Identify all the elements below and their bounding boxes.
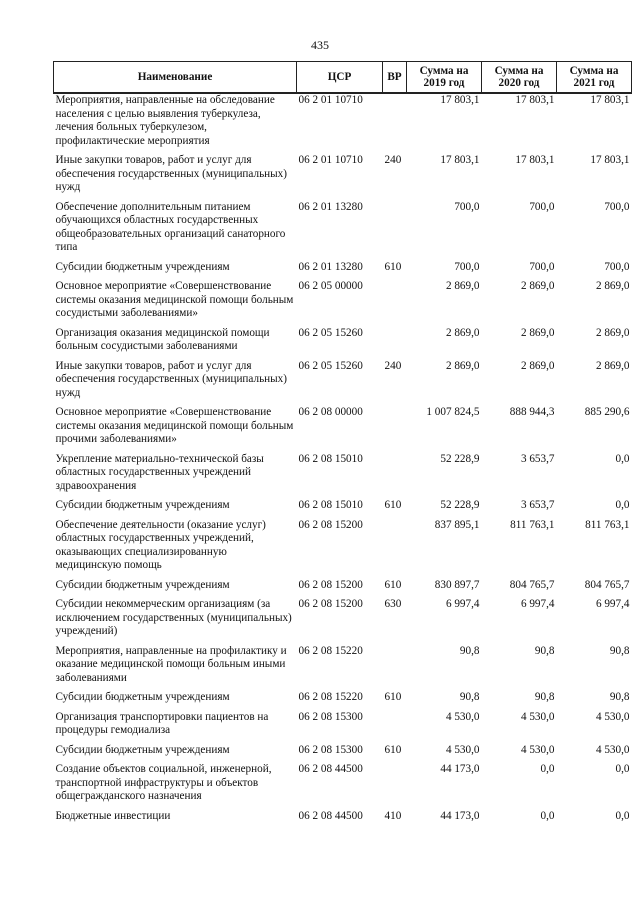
- row-sum-2019: 700,0: [454, 260, 480, 273]
- row-csr: 06 2 05 15260: [298, 359, 363, 372]
- row-vr: [383, 327, 407, 360]
- row-name: Субсидии бюджетным учреждениям: [55, 499, 230, 511]
- table-body: [54, 93, 632, 829]
- row-csr: 06 2 08 15220: [298, 644, 363, 657]
- page-number: 435: [311, 38, 329, 52]
- row-name: Иные закупки товаров, работ и услуг для обеспечения государственных (муниципальных) нужд: [55, 359, 287, 399]
- row-vr: [383, 645, 407, 692]
- table-row: [54, 579, 632, 599]
- row-name: Субсидии бюджетным учреждениям: [55, 691, 230, 703]
- row-sum-2021: 2 869,0: [595, 359, 630, 372]
- row-sum-2020: 700,0: [529, 260, 555, 273]
- row-name: Мероприятия, направленные на обследование населения с целью выявления туберкулеза, лечения больных туберкулезом, профилактические мероприятия: [55, 94, 275, 147]
- row-sum-2020: 0,0: [540, 809, 555, 822]
- table-row: [54, 453, 632, 500]
- header-sum-2020: Сумма на 2020 год: [482, 62, 557, 94]
- row-name: Основное мероприятие «Совершенствование системы оказания медицинской помощи больным сосудистыми заболеваниями»: [55, 280, 294, 319]
- table-row: [54, 499, 632, 519]
- table-row: [54, 744, 632, 764]
- row-csr: 06 2 08 15010: [298, 499, 363, 511]
- table-row: [54, 327, 632, 360]
- row-name: Укрепление материально-технической базы областных государственных учреждений здравоохранения: [55, 452, 264, 492]
- row-name: Субсидии бюджетным учреждениям: [55, 260, 230, 273]
- row-vr: 630: [384, 598, 402, 610]
- row-csr: 06 2 08 44500: [298, 809, 363, 822]
- row-sum-2020: 2 869,0: [520, 280, 555, 292]
- row-name: Мероприятия, направленные на профилактику и оказание медицинской помощи больным иными заболеваниями: [55, 644, 287, 684]
- row-vr: [383, 406, 407, 453]
- row-sum-2021: 17 803,1: [590, 154, 630, 166]
- row-vr: [383, 201, 407, 261]
- table-row: [54, 93, 632, 154]
- header-csr: ЦСР: [297, 62, 383, 94]
- row-csr: 06 2 05 00000: [298, 280, 363, 292]
- row-sum-2019: 17 803,1: [440, 154, 480, 166]
- row-sum-2021: 811 763,1: [585, 518, 630, 531]
- table-row: [54, 645, 632, 692]
- table-row: [54, 201, 632, 261]
- table-row: [54, 691, 632, 711]
- row-name: Организация транспортировки пациентов на процедуры гемодиализа: [55, 710, 269, 736]
- row-sum-2020: 804 765,7: [509, 578, 555, 591]
- row-csr: 06 2 08 15300: [298, 710, 363, 723]
- row-sum-2019: 90,8: [459, 691, 480, 703]
- table-row: [54, 261, 632, 281]
- row-sum-2019: 4 530,0: [445, 710, 480, 723]
- row-vr: 610: [384, 578, 402, 591]
- row-name: Обеспечение деятельности (оказание услуг) областных государственных учреждений, оказывающих специализированную медицинскую помощь: [55, 518, 266, 571]
- row-sum-2021: 0,0: [615, 499, 630, 511]
- row-name: Обеспечение дополнительным питанием обучающихся областных государственных общеобразовательных организаций санаторного типа: [55, 200, 286, 253]
- table-row: [54, 711, 632, 744]
- row-sum-2019: 2 869,0: [445, 359, 480, 372]
- row-sum-2021: 90,8: [609, 644, 630, 657]
- row-sum-2020: 90,8: [534, 644, 555, 657]
- table-row: [54, 519, 632, 579]
- table-header-row: [54, 62, 632, 94]
- row-sum-2020: 4 530,0: [520, 743, 555, 756]
- row-sum-2021: 700,0: [604, 260, 630, 273]
- header-sum-2021: Сумма на 2021 год: [557, 62, 632, 94]
- row-vr: [383, 280, 407, 327]
- row-csr: 06 2 01 10710: [298, 154, 363, 166]
- row-vr: [383, 519, 407, 579]
- row-name: Организация оказания медицинской помощи больным сосудистыми заболеваниями: [55, 326, 270, 352]
- row-sum-2020: 811 763,1: [510, 518, 555, 531]
- row-sum-2019: 90,8: [459, 644, 480, 657]
- row-csr: 06 2 08 00000: [298, 406, 363, 418]
- row-csr: 06 2 08 15300: [298, 743, 363, 756]
- row-sum-2020: 3 653,7: [520, 452, 555, 465]
- row-vr: 610: [384, 499, 402, 511]
- row-sum-2019: 44 173,0: [440, 809, 480, 822]
- table-row: [54, 810, 632, 830]
- row-vr: [383, 453, 407, 500]
- row-sum-2019: 830 897,7: [434, 578, 480, 591]
- row-name: Создание объектов социальной, инженерной, транспортной инфраструктуры и объектов общегражданского назначения: [55, 763, 272, 802]
- row-csr: 06 2 08 15200: [298, 598, 363, 610]
- row-csr: 06 2 01 13280: [298, 200, 363, 213]
- row-csr: 06 2 08 15200: [298, 518, 363, 531]
- row-name: Субсидии бюджетным учреждениям: [55, 578, 230, 591]
- row-sum-2021: 2 869,0: [595, 326, 630, 339]
- row-sum-2019: 4 530,0: [445, 743, 480, 756]
- row-sum-2020: 17 803,1: [515, 154, 555, 166]
- row-csr: 06 2 08 15200: [298, 578, 363, 591]
- table-row: [54, 154, 632, 201]
- row-vr: 240: [384, 359, 402, 372]
- row-vr: [383, 711, 407, 744]
- row-sum-2020: 700,0: [529, 200, 555, 213]
- row-sum-2019: 44 173,0: [440, 763, 480, 775]
- row-sum-2021: 700,0: [604, 200, 630, 213]
- row-sum-2021: 4 530,0: [595, 743, 630, 756]
- row-sum-2020: 17 803,1: [515, 94, 555, 106]
- header-name: Наименование: [54, 62, 297, 94]
- row-sum-2020: 0,0: [540, 763, 555, 775]
- row-name: Бюджетные инвестиции: [55, 809, 171, 822]
- row-name: Субсидии бюджетным учреждениям: [55, 743, 230, 756]
- table-row: [54, 280, 632, 327]
- row-sum-2021: 885 290,6: [584, 406, 630, 418]
- row-sum-2019: 700,0: [454, 200, 480, 213]
- row-sum-2020: 2 869,0: [520, 359, 555, 372]
- header-vr: ВР: [383, 62, 407, 94]
- row-sum-2021: 804 765,7: [584, 578, 630, 591]
- row-vr: [383, 93, 407, 154]
- row-csr: 06 2 01 13280: [298, 260, 363, 273]
- row-sum-2019: 1 007 824,5: [426, 406, 480, 418]
- row-csr: 06 2 08 15010: [298, 452, 363, 465]
- table-row: [54, 598, 632, 645]
- row-sum-2020: 6 997,4: [520, 598, 555, 610]
- row-csr: 06 2 05 15260: [298, 326, 363, 339]
- row-sum-2019: 2 869,0: [445, 280, 480, 292]
- row-sum-2019: 17 803,1: [440, 94, 480, 106]
- header-sum-2019: Сумма на 2019 год: [407, 62, 482, 94]
- row-sum-2021: 2 869,0: [595, 280, 630, 292]
- row-sum-2019: 837 895,1: [434, 518, 480, 531]
- table-row: [54, 406, 632, 453]
- row-csr: 06 2 08 44500: [298, 763, 363, 775]
- row-sum-2020: 3 653,7: [520, 499, 555, 511]
- row-name: Иные закупки товаров, работ и услуг для обеспечения государственных (муниципальных) нужд: [55, 154, 287, 193]
- row-sum-2020: 4 530,0: [520, 710, 555, 723]
- budget-table: [53, 61, 632, 829]
- row-csr: 06 2 08 15220: [298, 691, 363, 703]
- row-sum-2021: 90,8: [609, 691, 630, 703]
- row-sum-2021: 0,0: [615, 809, 630, 822]
- row-vr: 610: [384, 691, 402, 703]
- row-vr: 610: [384, 743, 402, 756]
- row-sum-2021: 4 530,0: [595, 710, 630, 723]
- table-row: [54, 360, 632, 407]
- row-vr: [383, 763, 407, 810]
- row-sum-2019: 52 228,9: [440, 452, 480, 465]
- row-sum-2019: 6 997,4: [445, 598, 480, 610]
- row-sum-2020: 888 944,3: [509, 406, 555, 418]
- row-vr: 610: [384, 260, 402, 273]
- row-sum-2021: 17 803,1: [590, 94, 630, 106]
- table-row: [54, 763, 632, 810]
- row-csr: 06 2 01 10710: [298, 94, 363, 106]
- row-vr: 410: [384, 809, 402, 822]
- row-sum-2021: 0,0: [615, 452, 630, 465]
- row-sum-2019: 2 869,0: [445, 326, 480, 339]
- row-sum-2020: 90,8: [534, 691, 555, 703]
- row-sum-2019: 52 228,9: [440, 499, 480, 511]
- row-name: Основное мероприятие «Совершенствование системы оказания медицинской помощи больным прочими заболеваниями»: [55, 406, 294, 445]
- row-sum-2021: 6 997,4: [595, 598, 630, 610]
- row-vr: 240: [384, 154, 402, 166]
- row-sum-2020: 2 869,0: [520, 326, 555, 339]
- row-sum-2021: 0,0: [615, 763, 630, 775]
- row-name: Субсидии некоммерческим организациям (за исключением государственных (муниципальных) учреждений): [55, 598, 292, 637]
